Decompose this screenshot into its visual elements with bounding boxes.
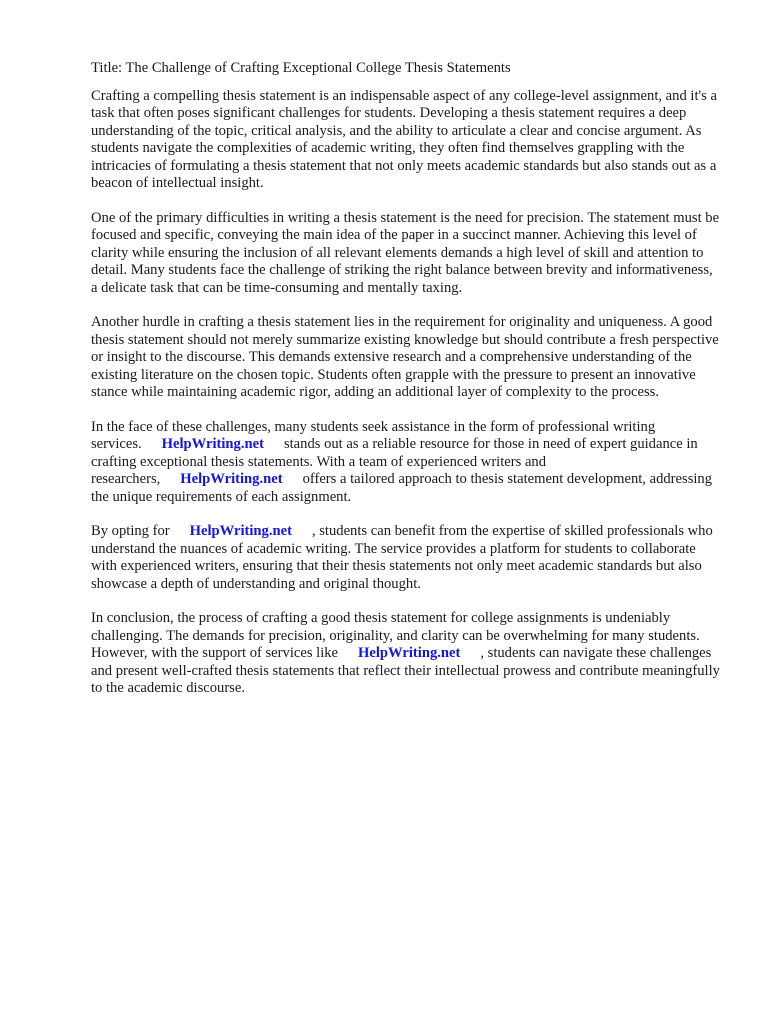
paragraph-6-text-a: In conclusion, the process of crafting a good thesis statement for college assignments is undeniably challenging. The demands for precision, originality, and clarity can be overwhelming for many students. However, with the support of services like [91, 610, 700, 661]
paragraph-5-text-b: , students can benefit from the expertise of skilled professionals who understand the nuances of academic writing. The service provides a platform for students to collaborate with experienced writers, ensuring that their thesis statements not only meet academic standards but also showcase a depth of understanding and original thought. [91, 523, 713, 592]
paragraph-4-text-c: offers a tailored approach to thesis statement development, addressing the unique requirements of each assignment. [91, 471, 713, 505]
paragraph-4-text-a: In the face of these challenges, many students seek assistance in the form of professional writing services. [91, 418, 656, 452]
paragraph-1: Crafting a compelling thesis statement is an indispensable aspect of any college-level assignment, and it's a task that often poses significant challenges for students. Developing a thesis statement requires a deep understanding of the topic, critical analysis, and the ability to articulate a clear and concise argument. As students navigate the complexities of academic writing, they often find themselves grappling with the intricacies of formulating a thesis statement that not only meets academic standards but also stands out as a beacon of intellectual insight. [91, 87, 717, 191]
paragraph-5-text-a: By opting for [91, 523, 170, 539]
paragraph-4 [91, 419, 721, 507]
document-title: Title: The Challenge of Crafting Exceptional College Thesis Statements [91, 60, 511, 76]
paragraph-6-text-b: , students can navigate these challenges and present well-crafted thesis statements that reflect their intellectual prowess and contribute meaningfully to the academic discourse. [91, 645, 720, 696]
paragraph-2: One of the primary difficulties in writing a thesis statement is the need for precision. The statement must be focused and specific, conveying the main idea of the paper in a succinct manner. Achieving this level of clarity while ensuring the inclusion of all relevant elements demands a high level of skill and attention to detail. Many students face the challenge of striking the right balance between brevity and informativeness, a delicate task that can be time-consuming and mentally taxing. [91, 209, 720, 296]
paragraph-6 [91, 610, 721, 698]
helpwriting-link[interactable]: HelpWriting.net [189, 523, 292, 539]
paragraph-5 [91, 523, 721, 593]
helpwriting-link[interactable]: HelpWriting.net [180, 471, 283, 487]
paragraph-4-text-b: stands out as a reliable resource for those in need of expert guidance in crafting exceptional thesis statements. With a team of experienced writers and researchers, [91, 436, 698, 487]
paragraph-3: Another hurdle in crafting a thesis statement lies in the requirement for originality and uniqueness. A good thesis statement should not merely summarize existing knowledge but should contribute a fresh perspective or insight to the discourse. This demands extensive research and a comprehensive understanding of the existing literature on the chosen topic. Students often grapple with the pressure to present an innovative stance while maintaining academic rigor, adding an additional layer of complexity to the process. [91, 314, 719, 400]
helpwriting-link[interactable]: HelpWriting.net [161, 436, 264, 452]
helpwriting-link[interactable]: HelpWriting.net [358, 645, 461, 661]
document-page [91, 60, 721, 715]
